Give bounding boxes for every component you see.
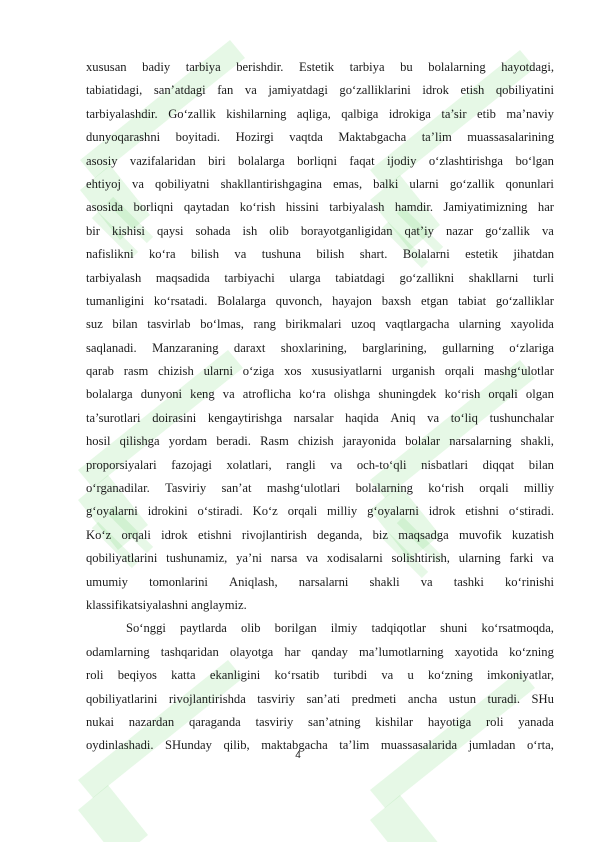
body-text [86,56,554,758]
text-line: umumiy tomonlarini Aniqlash, narsalarni shakli va tashki ko‘rinishi [86,574,554,589]
text-line: tabiatidagi, san’atdagi fan va jamiyatdagi go‘zalliklarini idrok etish qobiliyatini [86,83,554,98]
text-line: nafislikni ko‘ra bilish va tushuna bilish shart. Bolalarni estetik jihatdan [86,247,554,262]
text-line: Ko‘z orqali idrok etishni rivojlantirish deganda, biz maqsadga muvofik kuzatish [86,527,554,542]
text-line: g‘oyalarni idrokini o‘stiradi. Ko‘z orqali milliy g‘oyalarni idrok etishni o‘stiradi. [86,504,554,519]
text-line: saqlanadi. Manzaraning daraxt shoxlarining, barglarining, gullarning o‘zlariga [86,340,554,355]
text-line: tarbiyalash maqsadida tarbiyachi ularga tabiatdagi go‘zallikni shakllarni turli [86,270,554,285]
text-line: asosiy vazifalaridan biri bolalarga borliqni faqat ijodiy o‘zlashtirishga bo‘lgan [86,153,554,168]
text-line: nukai nazardan qaraganda tasviriy san’atning kishilar hayotiga roli yanada [86,714,554,729]
watermark-shape [78,785,148,842]
text-line: So‘nggi paytlarda olib borilgan ilmiy tadqiqotlar shuni ko‘rsatmoqda, [126,621,554,636]
text-line: klassifikatsiyalashni anglaymiz. [86,597,247,612]
watermark-shape [370,795,440,842]
text-line: bolalarga dunyoni keng va atroflicha ko‘ra olishga shuningdek ko‘rish orqali olgan [86,387,554,402]
text-line: suz bilan tasvirlab bo‘lmas, rang birikmalari uzoq vaqtlargacha ularning xayolida [86,317,554,332]
text-line: ehtiyoj va qobiliyatni shakllantirishgagina emas, balki ularni go‘zallik qonunlari [86,176,554,191]
text-line: qarab rasm chizish ularni o‘ziga xos xususiyatlarni urganish orqali mashg‘ulotlar [86,364,554,379]
text-line: xususan badiy tarbiya berishdir. Estetik tarbiya bu bolalarning hayotdagi, [86,60,554,74]
text-line: asosida borliqni qaytadan ko‘rish hissini tarbiyalash hamdir. Jamiyatimizning har [86,200,554,215]
text-line: oydinlashadi. SHunday qilib, maktabgacha ta’lim muassasalarida jumladan o‘rta, [86,738,554,753]
text-line: odamlarning tashqaridan olayotga har qanday ma’lumotlarning xayotida ko‘zning [86,644,554,659]
text-line: roli beqiyos katta ekanligini ko‘rsatib turibdi va u ko‘zning imkoniyatlar, [86,668,554,683]
text-line: hosil qilishga yordam beradi. Rasm chizish jarayonida bolalar narsalarning shakli, [86,434,554,449]
text-line: ta’surotlari doirasini kengaytirishga narsalar haqida Aniq va to‘liq tushunchalar [86,410,554,425]
text-line: qobiliyatlarini rivojlantirishda tasviriy san’ati predmeti ancha ustun turadi. SHu [86,691,554,706]
text-line: o‘rganadilar. Tasviriy san’at mashg‘ulotlari bolalarning ko‘rish orqali milliy [86,481,554,496]
text-line: dunyoqarashni boyitadi. Hozirgi vaqtda Maktabgacha ta’lim muassasalarining [86,130,554,145]
text-line: bir kishisi qaysi sohada ish olib borayotganligidan qat’iy nazar go‘zallik va [86,223,554,238]
text-line: tumanligini ko‘rsatadi. Bolalarga quvonch, hayajon baxsh etgan tabiat go‘zalliklar [86,293,554,308]
page-number: 4 [295,750,301,761]
text-line: tarbiyalashdir. Go‘zallik kishilarning aqliga, qalbiga idrokiga ta’sir etib ma’naviy [86,106,554,121]
text-line: proporsiyalari fazojagi xolatlari, rangli va och-to‘qli nisbatlari diqqat bilan [86,457,554,472]
text-line: qobiliyatlarini tushunamiz, ya’ni narsa va xodisalarni solishtirish, ularning farki va [86,551,554,566]
